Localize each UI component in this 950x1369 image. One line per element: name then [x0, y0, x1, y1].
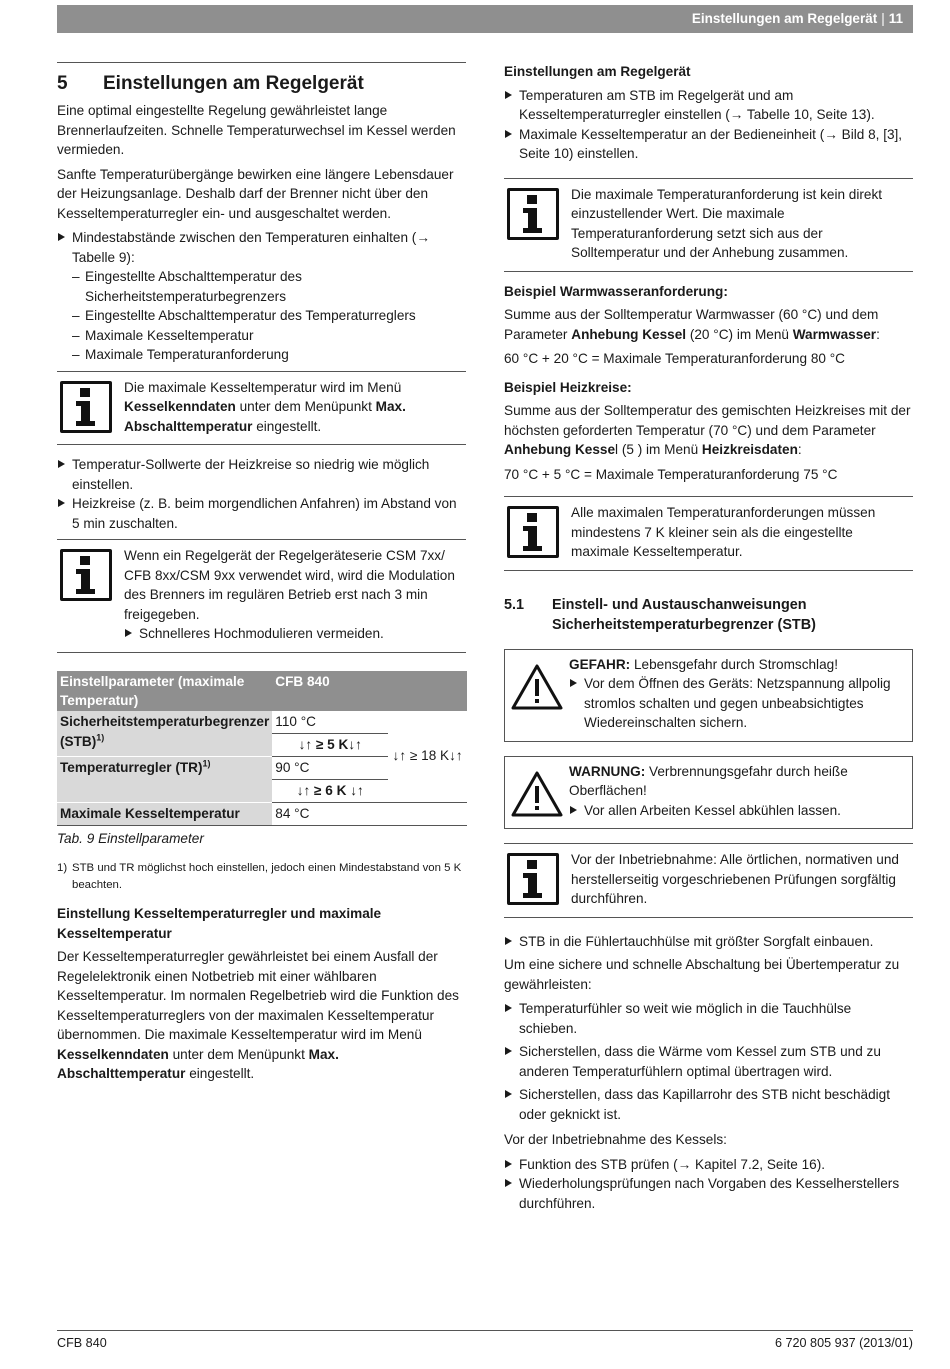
warning-box	[504, 756, 913, 830]
table-cell-delta: ↓↑ ≥ 6 K ↓↑	[272, 779, 388, 802]
intro-paragraph-2: Sanfte Temperaturübergänge bewirken eine längere Lebensdauer der Heizungsanlage. Deshalb darf der Brenner nicht über den Kesseltemperaturregler ein- und ausgeschaltet werden.	[57, 166, 454, 221]
info-note	[57, 371, 466, 446]
danger-box	[504, 649, 913, 742]
subsection-number: 5.1	[504, 596, 525, 613]
info-icon	[507, 853, 559, 905]
info-note	[57, 539, 466, 653]
left-column	[57, 62, 466, 1089]
info-icon	[60, 381, 112, 433]
table-caption: Tab. 9 Einstellparameter	[57, 830, 204, 846]
bullet-item: Temperaturfühler so weit wie möglich in die Tauchhülse schieben.	[504, 999, 913, 1038]
shutdown-list	[504, 999, 913, 1124]
note-text: Wenn ein Regelgerät der Regelgeräteserie CSM 7xx/ CFB 8xx/CSM 9xx verwendet wird, wird die Modulation des Brenners im regulären Betrieb erst nach 3 min freigegeben.	[124, 548, 455, 622]
body-paragraph: Vor der Inbetriebnahme des Kessels:	[504, 1132, 727, 1147]
intro-paragraph-1: Eine optimal eingestellte Regelung gewährleistet lange Brennerlaufzeiten. Schnelle Temperaturwechsel im Kessel werden vermieden.	[57, 103, 456, 157]
right-column	[504, 62, 913, 1219]
body-paragraph: Um eine sichere und schnelle Abschaltung bei Übertemperatur zu gewährleisten:	[504, 957, 900, 992]
table-header-parameter: Einstellparameter (maximale Temperatur)	[57, 671, 272, 711]
bullet-item: Mindestabstände zwischen den Temperaturen einhalten (→ Tabelle 9):	[57, 228, 466, 267]
column-heading: Einstellungen am Regelgerät	[504, 64, 691, 79]
bullet-item: Funktion des STB prüfen (→ Kapitel 7.2, Seite 16).	[504, 1155, 913, 1175]
example-text: Summe aus der Solltemperatur Warmwasser (60 °C) und dem Parameter Anhebung Kessel (20 °C) im Menü Warmwasser:	[504, 307, 880, 342]
info-note	[504, 496, 913, 571]
subsection-heading	[504, 595, 913, 635]
note-text: Die maximale Kesseltemperatur wird im Menü	[124, 379, 402, 395]
note-text: eingestellt.	[252, 418, 322, 434]
dash-item: – Maximale Temperaturanforderung	[57, 345, 466, 365]
bullet-item: Sicherstellen, dass die Wärme vom Kessel zum STB und zu anderen Temperaturfühlern optimal übertragen wird.	[504, 1042, 913, 1081]
bullet-item: Maximale Kesseltemperatur an der Bedieneinheit (→ Bild 8, [3], Seite 10) einstellen.	[504, 125, 913, 164]
info-icon	[507, 188, 559, 240]
subsection-title: Einstell- und Austauschanweisungen Sicherheitstemperaturbegrenzer (STB)	[552, 596, 816, 633]
menu-name: Kesselkenndaten	[124, 399, 236, 414]
table-row-label: Maximale Kesseltemperatur	[57, 802, 272, 825]
footer-document-number: 6 720 805 937 (2013/01)	[775, 1336, 913, 1350]
footnote-text: STB und TR möglichst hoch einstellen, jedoch einen Mindestabstand von 5 K beachten.	[72, 862, 462, 891]
note-text: Alle maximalen Temperaturanforderungen müssen mindestens 7 K kleiner sein als die eingestellte maximale Kesseltemperatur.	[571, 505, 876, 559]
section-number: 5	[57, 73, 68, 94]
settings-list	[504, 86, 913, 164]
bullet-item: Temperaturen am STB im Regelgerät und am Kesseltemperaturregler einstellen (→ Tabelle 10, Seite 13).	[504, 86, 913, 125]
header-page-number: 11	[888, 11, 903, 27]
info-icon	[60, 549, 112, 601]
bullet-item: Schnelleres Hochmodulieren vermeiden.	[124, 624, 466, 644]
info-note	[504, 178, 913, 272]
commissioning-list	[504, 1155, 913, 1214]
note-text: unter dem Menüpunkt	[235, 399, 376, 414]
example-heading: Beispiel Warmwasseranforderung:	[504, 283, 728, 299]
example-heading: Beispiel Heizkreise:	[504, 379, 632, 395]
note-text: Die maximale Temperaturanforderung ist kein direkt einzustellender Wert. Die maximale Temperaturanforderung setzt sich aus der Solltemperatur und der Anhebung zusammen.	[571, 186, 883, 260]
bullet-item: Vor allen Arbeiten Kessel abkühlen lassen.	[569, 801, 912, 821]
table-row-label: Temperaturregler (TR)$^{1)}$	[57, 756, 272, 802]
dash-item: – Eingestellte Abschalttemperatur des Temperaturreglers	[57, 306, 466, 326]
table-cell-total-delta: ↓↑ ≥ 18 K↓↑	[388, 711, 467, 803]
warning-text: Verbrennungsgefahr durch heiße Oberflächen!	[569, 763, 848, 798]
warning-label: WARNUNG:	[569, 763, 646, 779]
dash-item: – Maximale Kesseltemperatur	[57, 326, 466, 346]
example-text: Summe aus der Solltemperatur des gemischten Heizkreises mit der höchsten geforderten Temperatur (70 °C) und dem Parameter Anhebung Kessel (5 ) im Menü Heizkreisdaten:	[504, 403, 911, 457]
header-separator: |	[881, 11, 885, 27]
note-text: Vor der Inbetriebnahme: Alle örtlichen, normativen und herstellerseitig vorgeschriebenen Prüfungen sorgfältig durchführen.	[571, 852, 899, 906]
table-cell-value: 84 °C	[272, 802, 467, 825]
bullet-item: Heizkreise (z. B. beim morgendlichen Anfahren) im Abstand von 5 min zuschalten.	[57, 494, 466, 533]
example-formula: 70 °C + 5 °C = Maximale Temperaturanforderung 75 °C	[504, 466, 838, 482]
table-row-label: Sicherheitstemperaturbegrenzer (STB)$^{1)}$	[57, 711, 272, 757]
section-title: Einstellungen am Regelgerät	[103, 73, 364, 94]
footnote-number: 1)	[57, 862, 68, 874]
bullet-item: Temperatur-Sollwerte der Heizkreise so niedrig wie möglich einstellen.	[57, 455, 466, 494]
footnote	[57, 860, 466, 894]
header-title: Einstellungen am Regelgerät	[691, 11, 878, 27]
warning-triangle-icon	[505, 655, 569, 733]
menu-item-name: Max. Abschalttemperatur	[124, 399, 406, 434]
bullet-item: Wiederholungsprüfungen nach Vorgaben des Kesselherstellers durchführen.	[504, 1174, 913, 1213]
footer-product: CFB 840	[57, 1336, 107, 1350]
info-icon	[507, 506, 559, 558]
body-paragraph: Der Kesseltemperaturregler gewährleistet bei einem Ausfall der Regelelektronik einen Notbetrieb mit einer wählbaren Kesseltemperatur. Im normalen Regelbetrieb wird die Funktion des Kesseltemperaturreglers von der maximalen Kesseltemperatur übernommen. Die maximale Kesseltemperatur wird im Menü Kesselkenndaten unter dem Menüpunkt Max. Abschalttemperatur eingestellt.	[57, 949, 459, 1081]
bullet-item: STB in die Fühlertauchhülse mit größter Sorgfalt einbauen.	[504, 932, 913, 952]
dash-item: – Eingestellte Abschalttemperatur des Sicherheitstemperaturbegrenzers	[57, 267, 466, 306]
distance-list	[57, 228, 466, 365]
info-note	[504, 843, 913, 918]
table-cell-value: 90 °C	[272, 756, 388, 779]
table-cell-value: 110 °C	[272, 711, 388, 734]
settings-table	[57, 671, 467, 826]
page-footer	[57, 1330, 913, 1354]
sub-heading: Einstellung Kesseltemperaturregler und maximale Kesseltemperatur	[57, 906, 382, 941]
section-heading	[57, 62, 466, 96]
warning-triangle-icon	[505, 762, 569, 821]
example-formula: 60 °C + 20 °C = Maximale Temperaturanforderung 80 °C	[504, 351, 845, 366]
page-header	[57, 5, 913, 33]
bullet-item: Sicherstellen, dass das Kapillarrohr des STB nicht beschädigt oder geknickt ist.	[504, 1085, 913, 1124]
danger-text: Lebensgefahr durch Stromschlag!	[630, 656, 838, 672]
bullet-item: Vor dem Öffnen des Geräts: Netzspannung allpolig stromlos schalten und gegen unbeabsichtigtes Wiedereinschalten sichern.	[569, 674, 912, 733]
table-cell-delta: ↓↑ ≥ 5 K↓↑	[272, 733, 388, 756]
danger-label: GEFAHR:	[569, 656, 631, 672]
table-header-model: CFB 840	[272, 671, 467, 711]
